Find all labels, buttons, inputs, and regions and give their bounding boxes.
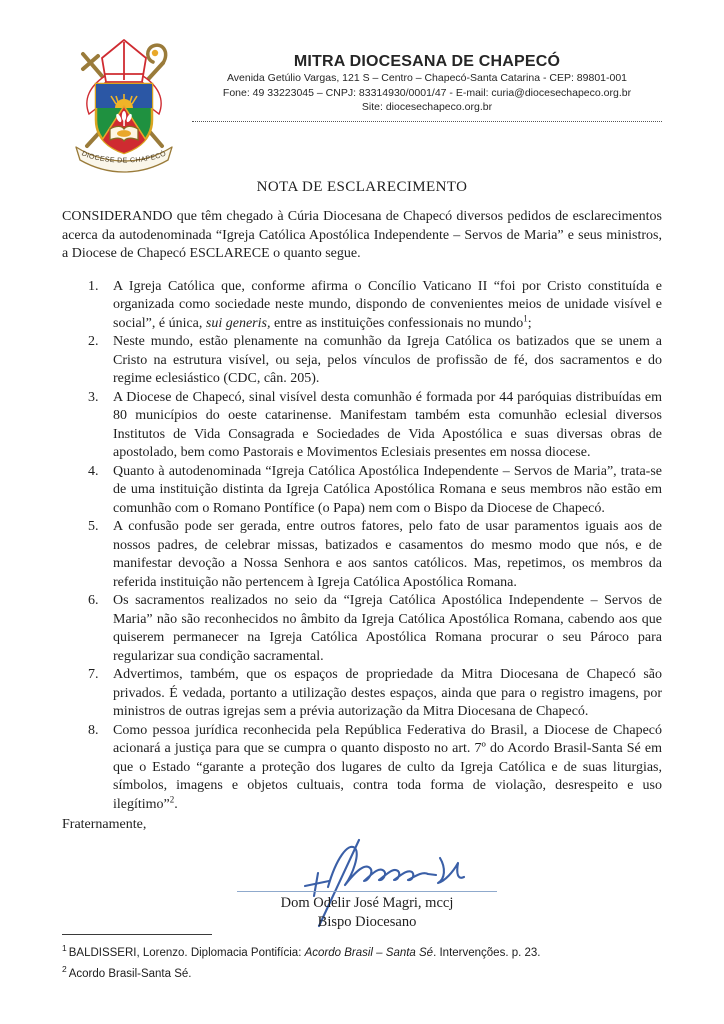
list-item	[88, 463, 662, 519]
signature-line	[237, 891, 497, 892]
footnotes	[62, 934, 662, 983]
signatory-role: Bispo Diocesano	[317, 914, 417, 930]
intro-paragraph: CONSIDERANDO que têm chegado à Cúria Diocesana de Chapecó diversos pedidos de esclarecimentos acerca da autodenominada “Igreja Católica Apostólica Independente – Servos de Maria” e seus ministros, a Diocese de Chapecó ESCLARECE o quanto segue.	[62, 209, 662, 261]
logo-banner-text: DIOCESE DE CHAPECÓ	[80, 150, 168, 165]
signatory	[207, 894, 527, 932]
clarification-list	[62, 278, 662, 815]
footnote-text: . Intervenções. p. 23.	[433, 946, 541, 959]
closing-salutation: Fraternamente,	[62, 817, 147, 832]
footnote-marker: 1	[62, 943, 67, 953]
list-item-text: ;	[527, 315, 532, 331]
list-item-number: 7.	[88, 667, 99, 682]
list-item-number: 1.	[88, 278, 99, 294]
list-item-number: 2.	[88, 334, 99, 349]
list-item	[88, 592, 662, 666]
list-item	[88, 666, 662, 722]
dotted-divider	[192, 121, 662, 122]
list-item-text: Como pessoa jurídica reconhecida pela República Federativa do Brasil, a Diocese de Chapecó acionará a justiça para que se cumpra o quanto disposto no art. 7º do Acordo Brasil-Santa Sé em que o Estado “garante a proteção dos lugares de culto da Igreja Católica e de suas liturgias, símbolos, imagens e objetos cultuais, contra toda forma de violação, desrespeito e uso ilegítimo”	[113, 722, 662, 812]
signatory-name: Dom Odelir José Magri, mccj	[280, 895, 454, 911]
list-item-number: 4.	[88, 463, 99, 479]
list-item	[88, 518, 662, 592]
document-title: NOTA DE ESCLARECIMENTO	[256, 179, 468, 195]
address-line-3: Site: diocesechapeco.org.br	[361, 101, 493, 113]
footnote-text: Acordo Brasil-Santa Sé.	[68, 968, 192, 981]
list-item-text: Neste mundo, estão plenamente na comunhão da Igreja Católica os batizados que se unem a Cristo na estrutura visível, ou seja, pelos vínculos de profissão de fé, dos sacramentos e do regime eclesiástico (CDC, cân. 205).	[113, 334, 662, 386]
footnote-italic-text: Acordo Brasil – Santa Sé	[304, 946, 434, 959]
footnote-divider	[62, 934, 212, 935]
footnote-text: BALDISSERI, Lorenzo. Diplomacia Pontifícia:	[68, 946, 305, 959]
letterhead-text	[192, 36, 662, 122]
letterhead	[62, 36, 662, 166]
list-item-text: A Igreja Católica que, conforme afirma o Concílio Vaticano II “foi por Cristo constituída e organizada como sociedade neste mundo, dispondo de convenientes meios de unidade visível e social”, é única,	[113, 278, 662, 331]
footnote-marker: 2	[62, 964, 67, 975]
list-item-text: Os sacramentos realizados no seio da “Igreja Católica Apostólica Independente – Servos de Maria” não são reconhecidos no âmbito da Igreja Católica Apostólica Romana, cabendo aos que quiserem permanecer na Igreja Católica Apostólica Romana procurar o seu Pároco para regularizar sua condição sacramental.	[113, 593, 662, 664]
signature-block	[62, 833, 662, 945]
list-item-text: A Diocese de Chapecó, sinal visível desta comunhão é formada por 44 paróquias distribuídas em 80 municípios do oeste catarinense. Manifestam também esta comunhão eclesial diversos Institutos de Vida Consagrada e Sociedades de Vida Apostólica e suas diversas obras de apostolado, bem como Pastorais e Movimentos Eclesiais presentes em nossa diocese.	[113, 389, 662, 460]
list-item-text: entre as instituições confessionais no mundo	[270, 315, 524, 331]
footnote	[62, 961, 662, 982]
list-item	[88, 722, 662, 815]
list-item-number: 3.	[88, 389, 99, 405]
list-item-number: 5.	[88, 519, 99, 534]
footnote	[62, 940, 662, 961]
list-item-text: A confusão pode ser gerada, entre outros fatores, pelo fato de usar paramentos iguais aos de nossos padres, de celebrar missas, batizados e casamentos do mesmo modo que nós, e de manifestar devoção a Nossa Senhora e aos santos católicos. Mas, repetimos, os membros da referida instituição não pertencem à Igreja Católica Apostólica Romana.	[113, 519, 662, 590]
footnote-ref: 2	[169, 793, 175, 804]
list-item-text: .	[174, 796, 178, 812]
list-item-text: Advertimos, também, que os espaços de propriedade da Mitra Diocesana de Chapecó são privados. É vedada, portanto a utilização destes espaços, ainda que para o registro imagens, por ministros de outras igrejas sem a prévia autorização da Mitra Diocesana de Chapecó.	[113, 667, 662, 719]
list-item-number: 6.	[88, 593, 99, 608]
list-item-text: Quanto à autodenominada “Igreja Católica Apostólica Independente – Servos de Maria”, trata-se de uma instituição distinta da Igreja Católica Apostólica Romana e seus membros não estão em comunhão com o Romano Pontífice (o Papa) nem com o Bispo da Diocese de Chapecó.	[113, 463, 662, 516]
diocese-coat-of-arms-icon	[60, 36, 188, 176]
italic-text: sui generis,	[205, 315, 271, 331]
list-item-number: 8.	[88, 722, 99, 738]
address-line-1: Avenida Getúlio Vargas, 121 S – Centro – Chapecó-Santa Catarina - CEP: 89801-001	[226, 72, 628, 84]
footnote-ref: 1	[523, 312, 528, 323]
list-item	[88, 278, 662, 334]
list-item	[88, 389, 662, 463]
list-item	[88, 333, 662, 389]
address-line-2: Fone: 49 33223045 – CNPJ: 83314930/0001/47 - E-mail: curia@diocesechapeco.org.br	[222, 86, 632, 99]
organization-name: MITRA DIOCESANA DE CHAPECÓ	[293, 53, 561, 70]
